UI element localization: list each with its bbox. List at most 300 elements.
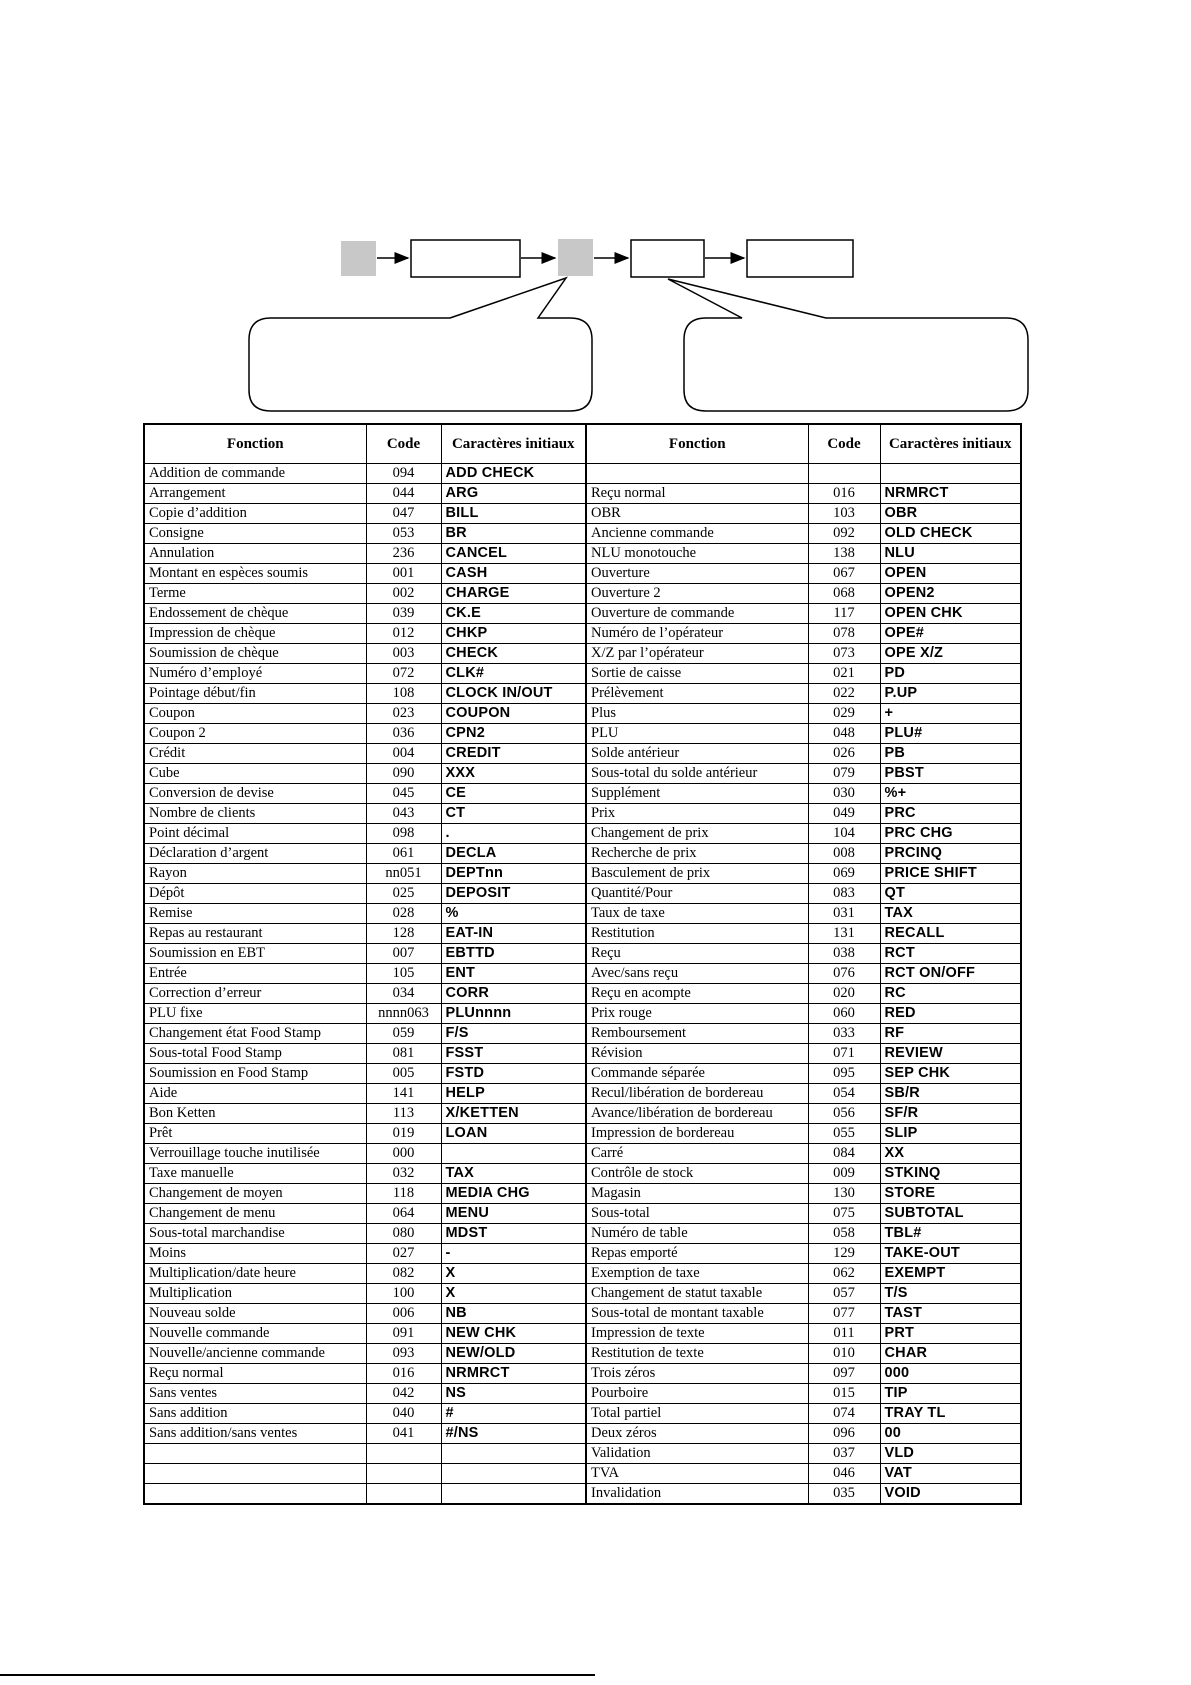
table-row: [144, 944, 1021, 964]
function-code-right: 069: [808, 864, 880, 884]
function-code-left: 128: [366, 924, 441, 944]
function-chars-left: -: [441, 1244, 586, 1264]
function-code-left: 091: [366, 1324, 441, 1344]
function-code-right: 056: [808, 1104, 880, 1124]
function-code-left: 016: [366, 1364, 441, 1384]
function-chars-right: OPE#: [880, 624, 1021, 644]
function-name-left: Moins: [144, 1244, 366, 1264]
function-code-left: 082: [366, 1264, 441, 1284]
function-name-left: Coupon: [144, 704, 366, 724]
function-code-left: 032: [366, 1164, 441, 1184]
function-name-right: Plus: [586, 704, 808, 724]
function-name-left: [144, 1464, 366, 1484]
function-name-left: Annulation: [144, 544, 366, 564]
function-code-right: 078: [808, 624, 880, 644]
table-row: [144, 904, 1021, 924]
function-chars-right: PBST: [880, 764, 1021, 784]
function-name-right: Reçu normal: [586, 484, 808, 504]
function-name-right: Magasin: [586, 1184, 808, 1204]
function-code-right: 015: [808, 1384, 880, 1404]
function-code-table: [143, 423, 1022, 1505]
function-name-left: Rayon: [144, 864, 366, 884]
function-code-left: [366, 1444, 441, 1464]
function-chars-right: +: [880, 704, 1021, 724]
function-chars-right: REVIEW: [880, 1044, 1021, 1064]
function-code-left: 098: [366, 824, 441, 844]
function-name-right: Ancienne commande: [586, 524, 808, 544]
table-row: [144, 1324, 1021, 1344]
table-row: [144, 1284, 1021, 1304]
function-name-right: Invalidation: [586, 1484, 808, 1505]
function-code-right: 071: [808, 1044, 880, 1064]
function-chars-left: NRMRCT: [441, 1364, 586, 1384]
function-name-left: Consigne: [144, 524, 366, 544]
function-chars-left: BILL: [441, 504, 586, 524]
function-code-right: 092: [808, 524, 880, 544]
table-row: [144, 564, 1021, 584]
function-code-left: [366, 1464, 441, 1484]
table-row: [144, 1224, 1021, 1244]
function-name-left: Remise: [144, 904, 366, 924]
function-code-left: 007: [366, 944, 441, 964]
table-row: [144, 1424, 1021, 1444]
function-name-right: Prélèvement: [586, 684, 808, 704]
table-row: [144, 1164, 1021, 1184]
function-chars-left: FSTD: [441, 1064, 586, 1084]
header-code-left: Code: [366, 424, 441, 464]
function-code-left: 040: [366, 1404, 441, 1424]
function-name-right: Changement de statut taxable: [586, 1284, 808, 1304]
table-row: [144, 1144, 1021, 1164]
table-row: [144, 744, 1021, 764]
function-chars-left: [441, 1464, 586, 1484]
table-header-row: [144, 424, 1021, 464]
function-code-right: 083: [808, 884, 880, 904]
function-name-left: Prêt: [144, 1124, 366, 1144]
function-name-left: Cube: [144, 764, 366, 784]
function-chars-left: DECLA: [441, 844, 586, 864]
function-chars-right: %+: [880, 784, 1021, 804]
function-code-right: 011: [808, 1324, 880, 1344]
function-chars-right: 000: [880, 1364, 1021, 1384]
function-chars-left: EBTTD: [441, 944, 586, 964]
function-name-left: Changement état Food Stamp: [144, 1024, 366, 1044]
function-chars-left: DEPTnn: [441, 864, 586, 884]
function-chars-left: CHARGE: [441, 584, 586, 604]
callout-left: [249, 278, 592, 411]
function-chars-right: T/S: [880, 1284, 1021, 1304]
function-name-right: Carré: [586, 1144, 808, 1164]
function-chars-right: PLU#: [880, 724, 1021, 744]
function-name-left: Terme: [144, 584, 366, 604]
function-chars-left: ADD CHECK: [441, 464, 586, 484]
function-chars-right: OPEN2: [880, 584, 1021, 604]
header-fonction-left: Fonction: [144, 424, 366, 464]
table-row: [144, 1304, 1021, 1324]
function-code-right: 104: [808, 824, 880, 844]
function-name-left: [144, 1484, 366, 1505]
function-name-right: Changement de prix: [586, 824, 808, 844]
function-code-left: 053: [366, 524, 441, 544]
function-code-left: 094: [366, 464, 441, 484]
flow-step-1-grey: [341, 241, 376, 276]
function-name-right: Total partiel: [586, 1404, 808, 1424]
function-chars-left: F/S: [441, 1024, 586, 1044]
table-body: [144, 464, 1021, 1505]
table-row: [144, 1044, 1021, 1064]
function-name-left: Taxe manuelle: [144, 1164, 366, 1184]
function-name-left: Changement de moyen: [144, 1184, 366, 1204]
function-chars-right: TAST: [880, 1304, 1021, 1324]
function-chars-right: TIP: [880, 1384, 1021, 1404]
function-name-left: Dépôt: [144, 884, 366, 904]
function-name-left: Impression de chèque: [144, 624, 366, 644]
function-code-left: 081: [366, 1044, 441, 1064]
function-name-right: Recul/libération de bordereau: [586, 1084, 808, 1104]
function-code-right: 029: [808, 704, 880, 724]
function-chars-left: FSST: [441, 1044, 586, 1064]
function-chars-right: PRT: [880, 1324, 1021, 1344]
function-chars-left: XXX: [441, 764, 586, 784]
function-chars-left: [441, 1444, 586, 1464]
function-chars-left: X/KETTEN: [441, 1104, 586, 1124]
function-name-right: Basculement de prix: [586, 864, 808, 884]
function-chars-right: [880, 464, 1021, 484]
function-code-right: 097: [808, 1364, 880, 1384]
function-name-left: Verrouillage touche inutilisée: [144, 1144, 366, 1164]
function-name-left: Nouveau solde: [144, 1304, 366, 1324]
function-name-left: Nouvelle/ancienne commande: [144, 1344, 366, 1364]
function-chars-right: SEP CHK: [880, 1064, 1021, 1084]
function-code-right: 016: [808, 484, 880, 504]
table-row: [144, 824, 1021, 844]
flow-step-2: [411, 240, 520, 277]
function-code-right: 049: [808, 804, 880, 824]
function-name-right: Sortie de caisse: [586, 664, 808, 684]
function-code-right: 035: [808, 1484, 880, 1505]
function-chars-right: OPEN: [880, 564, 1021, 584]
function-name-right: Numéro de l’opérateur: [586, 624, 808, 644]
function-chars-right: SUBTOTAL: [880, 1204, 1021, 1224]
table-row: [144, 584, 1021, 604]
function-chars-left: CHKP: [441, 624, 586, 644]
table-row: [144, 1184, 1021, 1204]
function-chars-left: DEPOSIT: [441, 884, 586, 904]
function-chars-left: NEW/OLD: [441, 1344, 586, 1364]
function-chars-left: CK.E: [441, 604, 586, 624]
function-code-left: 025: [366, 884, 441, 904]
function-chars-right: VAT: [880, 1464, 1021, 1484]
function-chars-left: COUPON: [441, 704, 586, 724]
function-name-right: Ouverture: [586, 564, 808, 584]
function-chars-left: CT: [441, 804, 586, 824]
function-code-right: 030: [808, 784, 880, 804]
function-code-right: 075: [808, 1204, 880, 1224]
function-chars-left: #: [441, 1404, 586, 1424]
function-name-left: Arrangement: [144, 484, 366, 504]
table-row: [144, 1484, 1021, 1505]
function-code-right: [808, 464, 880, 484]
function-chars-left: HELP: [441, 1084, 586, 1104]
function-chars-left: CORR: [441, 984, 586, 1004]
function-chars-right: PB: [880, 744, 1021, 764]
function-code-right: 096: [808, 1424, 880, 1444]
function-chars-right: PRC: [880, 804, 1021, 824]
function-code-right: 010: [808, 1344, 880, 1364]
function-code-right: 138: [808, 544, 880, 564]
function-chars-right: RCT: [880, 944, 1021, 964]
function-code-right: 009: [808, 1164, 880, 1184]
function-name-right: Reçu en acompte: [586, 984, 808, 1004]
function-chars-right: RC: [880, 984, 1021, 1004]
function-name-right: Prix rouge: [586, 1004, 808, 1024]
function-code-right: 068: [808, 584, 880, 604]
function-chars-left: TAX: [441, 1164, 586, 1184]
function-chars-left: PLUnnnn: [441, 1004, 586, 1024]
function-chars-right: RCT ON/OFF: [880, 964, 1021, 984]
table-row: [144, 724, 1021, 744]
function-code-left: 001: [366, 564, 441, 584]
function-chars-right: NRMRCT: [880, 484, 1021, 504]
flow-diagram: [0, 0, 1191, 420]
table-row: [144, 1124, 1021, 1144]
function-code-right: 038: [808, 944, 880, 964]
function-code-right: 062: [808, 1264, 880, 1284]
function-code-right: 026: [808, 744, 880, 764]
function-code-left: 093: [366, 1344, 441, 1364]
function-name-left: Soumission de chèque: [144, 644, 366, 664]
table-row: [144, 984, 1021, 1004]
function-name-left: Déclaration d’argent: [144, 844, 366, 864]
function-code-left: 004: [366, 744, 441, 764]
function-name-right: [586, 464, 808, 484]
function-name-left: Crédit: [144, 744, 366, 764]
function-name-right: Sous-total du solde antérieur: [586, 764, 808, 784]
function-name-right: Remboursement: [586, 1024, 808, 1044]
function-code-left: 064: [366, 1204, 441, 1224]
function-name-left: Point décimal: [144, 824, 366, 844]
table-row: [144, 544, 1021, 564]
function-code-left: 003: [366, 644, 441, 664]
flow-diagram-graphic: [0, 0, 1191, 420]
function-code-left: 059: [366, 1024, 441, 1044]
table-row: [144, 784, 1021, 804]
function-code-right: 048: [808, 724, 880, 744]
function-chars-right: PRCINQ: [880, 844, 1021, 864]
function-chars-left: EAT-IN: [441, 924, 586, 944]
function-chars-left: CREDIT: [441, 744, 586, 764]
function-name-right: Ouverture de commande: [586, 604, 808, 624]
function-code-left: 023: [366, 704, 441, 724]
function-code-right: 020: [808, 984, 880, 1004]
function-name-left: PLU fixe: [144, 1004, 366, 1024]
function-chars-right: QT: [880, 884, 1021, 904]
function-chars-left: BR: [441, 524, 586, 544]
function-name-right: Impression de bordereau: [586, 1124, 808, 1144]
function-chars-right: SB/R: [880, 1084, 1021, 1104]
function-code-left: 061: [366, 844, 441, 864]
table-row: [144, 464, 1021, 484]
function-name-right: Prix: [586, 804, 808, 824]
table-row: [144, 684, 1021, 704]
function-name-right: Exemption de taxe: [586, 1264, 808, 1284]
function-code-left: 012: [366, 624, 441, 644]
function-chars-right: STORE: [880, 1184, 1021, 1204]
function-code-left: 090: [366, 764, 441, 784]
function-code-right: 077: [808, 1304, 880, 1324]
function-chars-right: OBR: [880, 504, 1021, 524]
callout-right: [668, 279, 1028, 411]
table-row: [144, 864, 1021, 884]
table-row: [144, 1244, 1021, 1264]
function-code-right: 022: [808, 684, 880, 704]
function-chars-left: LOAN: [441, 1124, 586, 1144]
function-name-right: Numéro de table: [586, 1224, 808, 1244]
function-code-left: 043: [366, 804, 441, 824]
table-row: [144, 704, 1021, 724]
function-code-right: 076: [808, 964, 880, 984]
function-name-right: OBR: [586, 504, 808, 524]
function-code-right: 060: [808, 1004, 880, 1024]
table-row: [144, 1444, 1021, 1464]
flow-step-5: [747, 240, 853, 277]
function-chars-left: NB: [441, 1304, 586, 1324]
function-code-left: 080: [366, 1224, 441, 1244]
function-chars-left: MEDIA CHG: [441, 1184, 586, 1204]
function-code-left: 045: [366, 784, 441, 804]
function-code-left: 047: [366, 504, 441, 524]
function-code-right: 033: [808, 1024, 880, 1044]
function-name-right: Restitution de texte: [586, 1344, 808, 1364]
function-name-left: Endossement de chèque: [144, 604, 366, 624]
function-name-left: Addition de commande: [144, 464, 366, 484]
function-name-right: PLU: [586, 724, 808, 744]
function-name-right: Impression de texte: [586, 1324, 808, 1344]
function-chars-left: NS: [441, 1384, 586, 1404]
function-name-right: Contrôle de stock: [586, 1164, 808, 1184]
function-name-right: Taux de taxe: [586, 904, 808, 924]
function-code-left: nnnn063: [366, 1004, 441, 1024]
function-chars-left: CANCEL: [441, 544, 586, 564]
flow-step-3-grey: [558, 239, 593, 276]
function-name-left: Repas au restaurant: [144, 924, 366, 944]
function-chars-right: OLD CHECK: [880, 524, 1021, 544]
function-chars-left: X: [441, 1284, 586, 1304]
function-code-right: 129: [808, 1244, 880, 1264]
function-chars-right: VLD: [880, 1444, 1021, 1464]
function-chars-left: MENU: [441, 1204, 586, 1224]
function-chars-right: P.UP: [880, 684, 1021, 704]
function-code-right: 046: [808, 1464, 880, 1484]
function-code-left: 006: [366, 1304, 441, 1324]
function-code-left: 236: [366, 544, 441, 564]
function-code-left: nn051: [366, 864, 441, 884]
function-code-right: 067: [808, 564, 880, 584]
function-chars-right: OPEN CHK: [880, 604, 1021, 624]
function-chars-left: .: [441, 824, 586, 844]
table-row: [144, 1464, 1021, 1484]
function-code-left: 028: [366, 904, 441, 924]
function-name-left: Nouvelle commande: [144, 1324, 366, 1344]
function-code-left: 002: [366, 584, 441, 604]
function-name-right: Trois zéros: [586, 1364, 808, 1384]
function-chars-right: PD: [880, 664, 1021, 684]
header-caracteres-left: Caractères initiaux: [441, 424, 586, 464]
function-name-left: Pointage début/fin: [144, 684, 366, 704]
function-chars-right: SF/R: [880, 1104, 1021, 1124]
function-name-left: Reçu normal: [144, 1364, 366, 1384]
function-code-left: 039: [366, 604, 441, 624]
table-row: [144, 1004, 1021, 1024]
function-code-right: 031: [808, 904, 880, 924]
function-name-right: TVA: [586, 1464, 808, 1484]
function-name-right: Ouverture 2: [586, 584, 808, 604]
function-chars-right: CHAR: [880, 1344, 1021, 1364]
function-name-left: Conversion de devise: [144, 784, 366, 804]
function-chars-right: NLU: [880, 544, 1021, 564]
function-code-left: 036: [366, 724, 441, 744]
function-name-right: Révision: [586, 1044, 808, 1064]
function-name-right: Sous-total: [586, 1204, 808, 1224]
table-row: [144, 884, 1021, 904]
function-name-left: Montant en espèces soumis: [144, 564, 366, 584]
function-code-left: 041: [366, 1424, 441, 1444]
function-name-left: Multiplication/date heure: [144, 1264, 366, 1284]
function-chars-left: CLOCK IN/OUT: [441, 684, 586, 704]
function-chars-right: RECALL: [880, 924, 1021, 944]
function-name-left: Correction d’erreur: [144, 984, 366, 1004]
function-code-right: 130: [808, 1184, 880, 1204]
table-row: [144, 1264, 1021, 1284]
table-row: [144, 964, 1021, 984]
function-code-right: 117: [808, 604, 880, 624]
function-code-right: 095: [808, 1064, 880, 1084]
function-code-left: 108: [366, 684, 441, 704]
function-code-left: 118: [366, 1184, 441, 1204]
table-row: [144, 1084, 1021, 1104]
function-code-right: 021: [808, 664, 880, 684]
function-name-right: Supplément: [586, 784, 808, 804]
function-code-left: 000: [366, 1144, 441, 1164]
header-caracteres-right: Caractères initiaux: [880, 424, 1021, 464]
function-chars-right: RED: [880, 1004, 1021, 1024]
table-row: [144, 1104, 1021, 1124]
function-chars-left: CASH: [441, 564, 586, 584]
function-chars-left: ENT: [441, 964, 586, 984]
function-name-right: Repas emporté: [586, 1244, 808, 1264]
function-chars-left: ARG: [441, 484, 586, 504]
function-code-right: 074: [808, 1404, 880, 1424]
function-name-right: Avance/libération de bordereau: [586, 1104, 808, 1124]
table-row: [144, 624, 1021, 644]
function-chars-right: PRICE SHIFT: [880, 864, 1021, 884]
function-name-left: Numéro d’employé: [144, 664, 366, 684]
function-chars-left: CPN2: [441, 724, 586, 744]
function-name-left: Sous-total marchandise: [144, 1224, 366, 1244]
table-row: [144, 1384, 1021, 1404]
table-row: [144, 524, 1021, 544]
function-chars-right: TAKE-OUT: [880, 1244, 1021, 1264]
function-code-left: 100: [366, 1284, 441, 1304]
function-chars-left: CE: [441, 784, 586, 804]
footer-rule: [0, 1674, 595, 1676]
function-chars-right: TAX: [880, 904, 1021, 924]
function-name-right: Commande séparée: [586, 1064, 808, 1084]
function-chars-left: #/NS: [441, 1424, 586, 1444]
function-chars-right: TBL#: [880, 1224, 1021, 1244]
function-name-left: Multiplication: [144, 1284, 366, 1304]
table-row: [144, 604, 1021, 624]
